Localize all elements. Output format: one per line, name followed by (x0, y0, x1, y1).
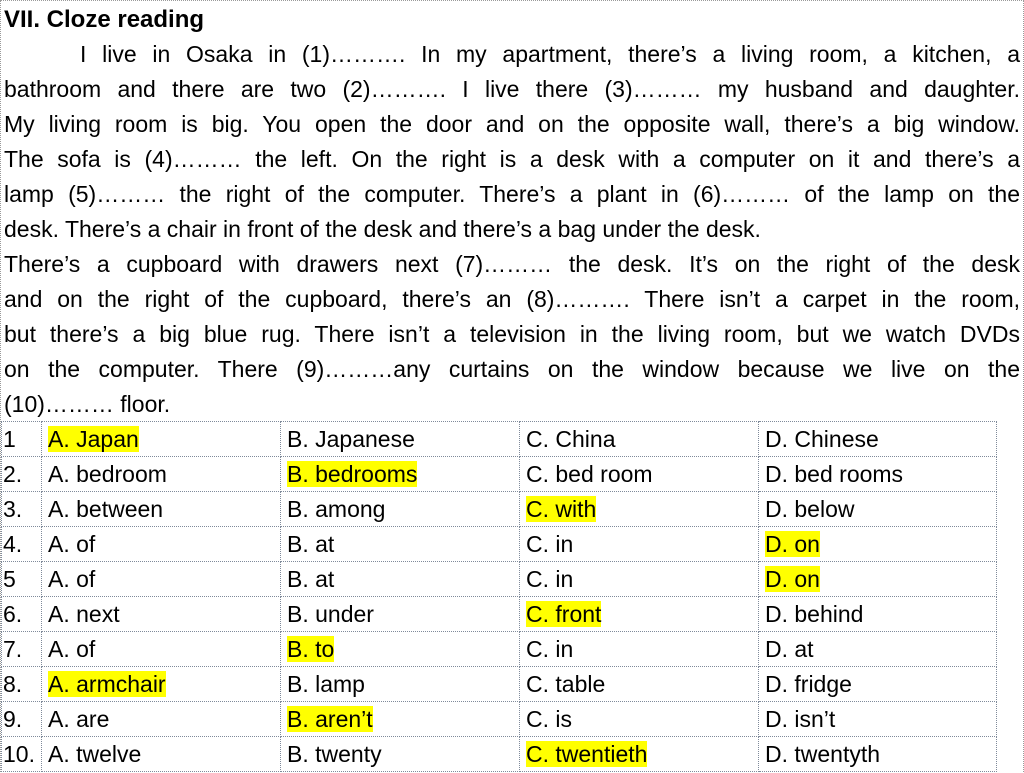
answer-option-cell (42, 527, 281, 562)
answer-option: B. at (287, 530, 335, 557)
answer-option-cell (520, 667, 759, 702)
answer-option-cell (42, 562, 281, 597)
answer-option-cell (281, 492, 520, 527)
highlighted-answer: C. front (526, 600, 602, 627)
answer-row (2, 737, 997, 772)
answer-option-cell (281, 737, 520, 772)
passage-line: bathroom and there are two (2)………. I live there (3)……… my husband and daughter. (4, 76, 1020, 102)
answer-option: B. at (287, 565, 335, 592)
answer-option-cell (281, 667, 520, 702)
question-number: 8. (2, 667, 42, 702)
answer-option: C. bed room (526, 460, 653, 487)
answer-option: B. under (287, 600, 374, 627)
answer-option-cell (42, 737, 281, 772)
answer-option-cell (42, 422, 281, 457)
answer-option: B. among (287, 495, 386, 522)
question-number: 6. (2, 597, 42, 632)
answer-option-cell (759, 667, 997, 702)
answer-option: A. twelve (48, 740, 142, 767)
answer-row (2, 597, 997, 632)
answer-row (2, 457, 997, 492)
answer-option: B. Japanese (287, 425, 415, 452)
highlighted-answer: B. bedrooms (287, 460, 418, 487)
answer-option-cell (520, 702, 759, 737)
answer-option: C. is (526, 705, 572, 732)
answer-option-cell (281, 702, 520, 737)
answer-option-cell (759, 702, 997, 737)
answer-option-cell (520, 632, 759, 667)
answer-option-cell (281, 457, 520, 492)
answer-option-cell (281, 597, 520, 632)
cloze-passage (4, 37, 1020, 422)
answer-option: A. between (48, 495, 164, 522)
answer-option: C. in (526, 530, 574, 557)
answer-option: D. behind (765, 600, 864, 627)
highlighted-answer: A. armchair (48, 670, 166, 697)
answer-option: D. below (765, 495, 855, 522)
answer-option-cell (759, 737, 997, 772)
answer-option-cell (42, 702, 281, 737)
question-number: 7. (2, 632, 42, 667)
answer-option-cell (520, 492, 759, 527)
passage-line: desk. There’s a chair in front of the desk and there’s a bag under the desk. (4, 216, 761, 242)
answer-option: C. in (526, 565, 574, 592)
answer-option-cell (520, 597, 759, 632)
answer-row (2, 492, 997, 527)
answer-option-cell (42, 667, 281, 702)
answer-row (2, 667, 997, 702)
question-number: 9. (2, 702, 42, 737)
answer-option-cell (520, 422, 759, 457)
answer-option-cell (520, 562, 759, 597)
passage-line: My living room is big. You open the door and on the opposite wall, there’s a big window. (4, 111, 1020, 137)
highlighted-answer: C. with (526, 495, 597, 522)
answer-option-cell (281, 422, 520, 457)
answer-row (2, 527, 997, 562)
answer-row (2, 562, 997, 597)
question-number: 10. (2, 737, 42, 772)
answer-row (2, 422, 997, 457)
highlighted-answer: D. on (765, 565, 820, 592)
answer-option: A. of (48, 565, 96, 592)
question-number: 5 (2, 562, 42, 597)
answer-option: B. twenty (287, 740, 382, 767)
answer-option: C. table (526, 670, 606, 697)
question-number: 4. (2, 527, 42, 562)
answer-option-cell (759, 492, 997, 527)
answer-option: D. fridge (765, 670, 852, 697)
answer-option-cell (759, 422, 997, 457)
passage-line: There’s a cupboard with drawers next (7)……… the desk. It’s on the right of the desk (4, 251, 1020, 277)
highlighted-answer: C. twentieth (526, 740, 648, 767)
question-number: 3. (2, 492, 42, 527)
answer-option: D. twentyth (765, 740, 881, 767)
answer-option-cell (520, 527, 759, 562)
passage-line: but there’s a big blue rug. There isn’t a television in the living room, but we watch DVDs (4, 321, 1020, 347)
answer-option-cell (281, 527, 520, 562)
passage-line: (10)……… floor. (4, 391, 171, 417)
question-number: 2. (2, 457, 42, 492)
answer-option: D. at (765, 635, 814, 662)
answer-option: D. Chinese (765, 425, 879, 452)
answer-option-cell (281, 562, 520, 597)
answer-option-cell (759, 562, 997, 597)
highlighted-answer: B. to (287, 635, 335, 662)
answer-option-cell (759, 597, 997, 632)
question-number: 1 (2, 422, 42, 457)
answer-option-cell (520, 457, 759, 492)
passage-line: lamp (5)……… the right of the computer. There’s a plant in (6)……… of the lamp on the (4, 181, 1020, 207)
answer-option-cell (42, 492, 281, 527)
answer-option: A. next (48, 600, 120, 627)
answer-option: A. of (48, 530, 96, 557)
passage-line: The sofa is (4)……… the left. On the right is a desk with a computer on it and there’s a (4, 146, 1020, 172)
answer-option: A. of (48, 635, 96, 662)
answer-option: B. lamp (287, 670, 365, 697)
highlighted-answer: B. aren’t (287, 705, 373, 732)
answer-option-cell (759, 632, 997, 667)
answer-option: A. are (48, 705, 110, 732)
highlighted-answer: D. on (765, 530, 820, 557)
answer-option: A. bedroom (48, 460, 167, 487)
exercise-title: VII. Cloze reading (4, 6, 205, 33)
answer-option-cell (42, 597, 281, 632)
answer-row (2, 702, 997, 737)
answer-option: C. in (526, 635, 574, 662)
answer-option-cell (42, 457, 281, 492)
passage-line: I live in Osaka in (1)………. In my apartment, there’s a living room, a kitchen, a (80, 41, 1020, 67)
passage-line: and on the right of the cupboard, there’s an (8)………. There isn’t a carpet in the room, (4, 286, 1020, 312)
highlighted-answer: A. Japan (48, 425, 139, 452)
answer-option: D. isn’t (765, 705, 836, 732)
answer-option-cell (759, 527, 997, 562)
answer-option: C. China (526, 425, 616, 452)
answer-option-cell (42, 632, 281, 667)
answer-option-cell (281, 632, 520, 667)
answer-options-table (1, 421, 997, 772)
answer-option: D. bed rooms (765, 460, 904, 487)
passage-line: on the computer. There (9)………any curtains on the window because we live on the (4, 356, 1020, 382)
answer-row (2, 632, 997, 667)
answer-option-cell (520, 737, 759, 772)
answer-option-cell (759, 457, 997, 492)
